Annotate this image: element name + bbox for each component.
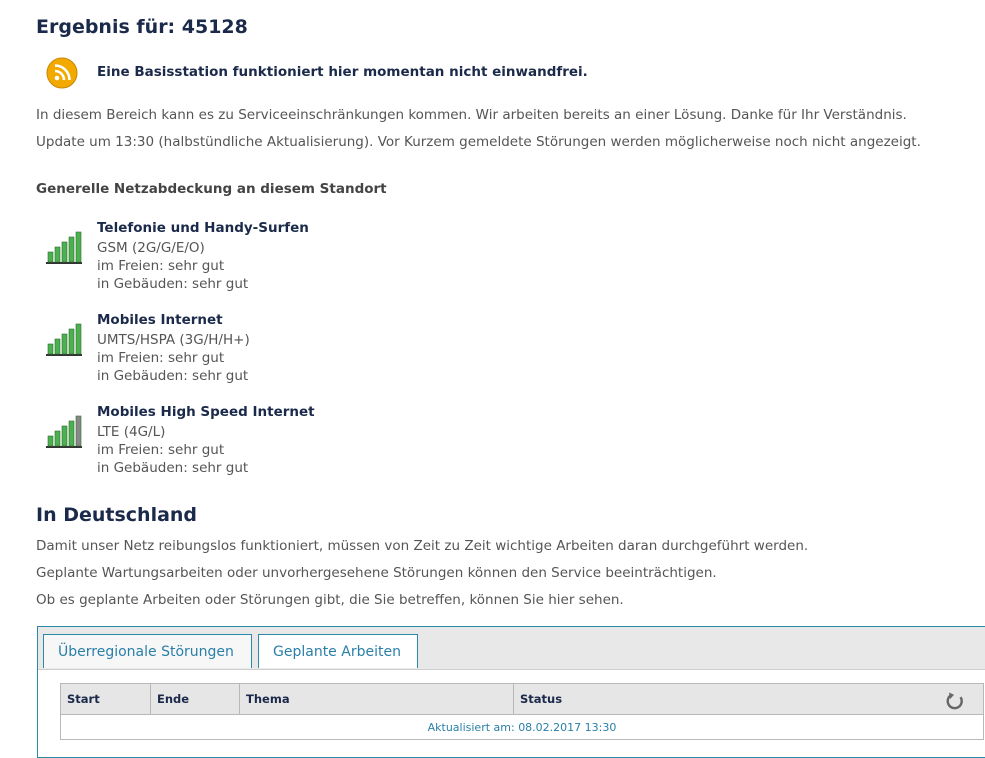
signal-bar [62, 426, 67, 446]
table-row [61, 715, 984, 740]
signal-bar [62, 334, 67, 354]
status-panel [37, 626, 985, 758]
coverage-item-outdoor: im Freien: sehr gut [97, 442, 225, 458]
coverage-item-tech: GSM (2G/G/E/O) [97, 240, 205, 256]
signal-bar [55, 339, 60, 354]
updated-timestamp: Aktualisiert am: 08.02.2017 13:30 [61, 715, 984, 740]
signal-bar [69, 421, 74, 446]
update-text: Update um 13:30 (halbstündliche Aktualisierung). Vor Kurzem gemeldete Störungen werden möglicherweise noch nicht angezeigt. [36, 134, 921, 150]
signal-bar [48, 252, 53, 262]
signal-bar [76, 416, 81, 446]
outage-table [60, 683, 984, 740]
coverage-item-tech: LTE (4G/L) [97, 424, 166, 440]
coverage-item-title: Mobiles High Speed Internet [97, 404, 315, 420]
tab-ueberregionale-stoerungen[interactable]: Überregionale Störungen [43, 634, 252, 668]
column-header-status-label: Status [520, 692, 563, 706]
coverage-item-indoor: in Gebäuden: sehr gut [97, 276, 249, 292]
germany-text-line: Geplante Wartungsarbeiten oder unvorhergesehene Störungen können den Service beeinträchtigen. [36, 565, 717, 581]
coverage-item-title: Telefonie und Handy-Surfen [97, 220, 309, 236]
germany-heading: In Deutschland [36, 504, 198, 526]
refresh-icon[interactable] [945, 691, 965, 711]
tab-geplante-arbeiten[interactable]: Geplante Arbeiten [258, 634, 418, 668]
germany-text-line: Ob es geplante Arbeiten oder Störungen gibt, die Sie betreffen, können Sie hier sehen. [36, 592, 624, 608]
tab-bar [38, 627, 985, 670]
coverage-item-outdoor: im Freien: sehr gut [97, 350, 225, 366]
column-header-status [514, 684, 984, 715]
column-header-ende: Ende [151, 684, 240, 715]
coverage-item-indoor: in Gebäuden: sehr gut [97, 460, 249, 476]
result-title: Ergebnis für: 45128 [36, 16, 248, 38]
notice-text: In diesem Bereich kann es zu Serviceeinschränkungen kommen. Wir arbeiten bereits an einer Lösung. Danke für Ihr Verständnis. [36, 107, 907, 123]
signal-bar [55, 247, 60, 262]
coverage-item-title: Mobiles Internet [97, 312, 223, 328]
germany-text-line: Damit unser Netz reibungslos funktioniert, müssen von Zeit zu Zeit wichtige Arbeiten daran durchgeführt werden. [36, 538, 809, 554]
signal-bar [55, 431, 60, 446]
signal-bar [48, 344, 53, 354]
signal-bars-icon [46, 231, 82, 265]
signal-bar [76, 324, 81, 354]
signal-bar [69, 237, 74, 262]
signal-bar [48, 436, 53, 446]
signal-bars-icon [46, 323, 82, 357]
coverage-item-indoor: in Gebäuden: sehr gut [97, 368, 249, 384]
column-header-thema: Thema [240, 684, 514, 715]
signal-bar [69, 329, 74, 354]
signal-warning-icon [46, 57, 78, 89]
coverage-heading: Generelle Netzabdeckung an diesem Standort [36, 181, 387, 197]
signal-bar [76, 232, 81, 262]
signal-bar [62, 242, 67, 262]
coverage-item-outdoor: im Freien: sehr gut [97, 258, 225, 274]
column-header-start: Start [61, 684, 151, 715]
signal-bars-icon [46, 415, 82, 449]
table-header-row [61, 684, 984, 715]
coverage-item-tech: UMTS/HSPA (3G/H/H+) [97, 332, 250, 348]
alert-message: Eine Basisstation funktioniert hier momentan nicht einwandfrei. [97, 64, 588, 80]
